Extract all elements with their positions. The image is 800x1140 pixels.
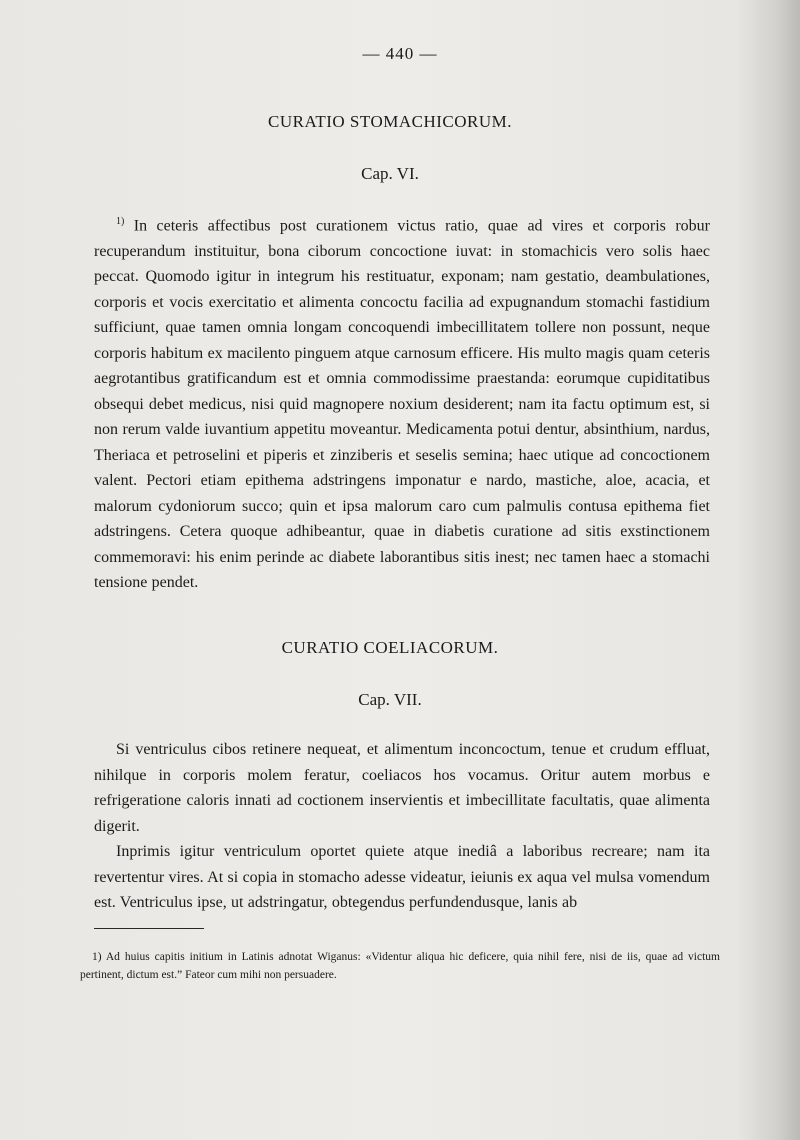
paragraph-coeliacorum-2: Inprimis igitur ventriculum oportet quiete atque inediâ a laboribus recreare; nam ita revertentur vires. At si copia in stomacho adesse videatur, ieiunis ex aqua vel mulsa vomendum est. Ventriculus ipse, ut adstringatur, obtegendus perfundendusque, lanis ab — [94, 843, 710, 911]
section-title-coeliacorum: CURATIO COELIACORUM. — [281, 638, 499, 657]
paragraph-coeliacorum-1: Si ventriculus cibos retinere nequeat, et alimentum inconcoctum, tenue et crudum effluat, nihilque in corporis molem feratur, coeliacos hos vocamus. Oritur autem morbus e refrigeratione caloris innati ad coctionem inservientis et imbecillitate facultatis, quae alimenta digerit. — [94, 741, 710, 835]
page-number: — 440 — — [362, 44, 438, 63]
section-body-stomachicorum — [94, 209, 710, 596]
chapter-label-vii: Cap. VII. — [358, 690, 422, 709]
section-body-coeliacorum — [94, 737, 710, 916]
footnote-marker: 1) — [116, 216, 125, 227]
section-title-stomachicorum: CURATIO STOMACHICORUM. — [268, 112, 512, 131]
footnote: 1) Ad huius capitis initium in Latinis adnotat Wiganus: «Videntur aliqua hic deficere, quia nihil fere, nisi de iis, quae ad victum pertinent, dictum est.” Fateor cum mihi non persuadere. — [80, 951, 720, 981]
chapter-label-vi: Cap. VI. — [361, 164, 419, 183]
paragraph-stomachicorum: In ceteris affectibus post curationem victus ratio, quae ad vires et corporis robur recuperandum instituitur, bona ciborum concoctione iuvat: in stomachicis vero solis haec peccat. Quomodo igitur in integrum his restituatur, exponam; nam gestatio, deambulationes, corporis et vocis exercitatio et alimenta concoctu facilia ad expugnandum stomachi fastidium sufficiunt, quae tamen omnia longam concoquendi imbecillitatem tollere non possunt, neque corporis habitum ex macilento pinguem atque carnosum efficere. His multo magis quam ceteris aegrotantibus gratificandum est et omnia commodissime praestanda: eorumque cupiditatibus obsequi debet medicus, nisi quid magnopere noxium desiderent; nam ita factu optimum est, si non rerum valde iuvantium appetitu moveantur. Medicamenta potui dentur, absinthium, nardus, Theriaca et petroselini et piperis et zinziberis et seselis semina; haec utique ad concoctionem valent. Pectori etiam epithema adstringens imponatur e nardo, mastiche, aloe, acacia, et malorum cydoniorum succo; quin et ipsa malorum caro cum palmulis contusa epithema fiet adstringens. Cetera quoque adhibeantur, quae in diabetis curatione ad sitis exstinctionem commemoravi: his enim perinde ac diabete laborantibus sitis inest; nec tamen haec a stomachi tensione pendet. — [94, 217, 710, 592]
footnote-divider — [94, 928, 204, 929]
